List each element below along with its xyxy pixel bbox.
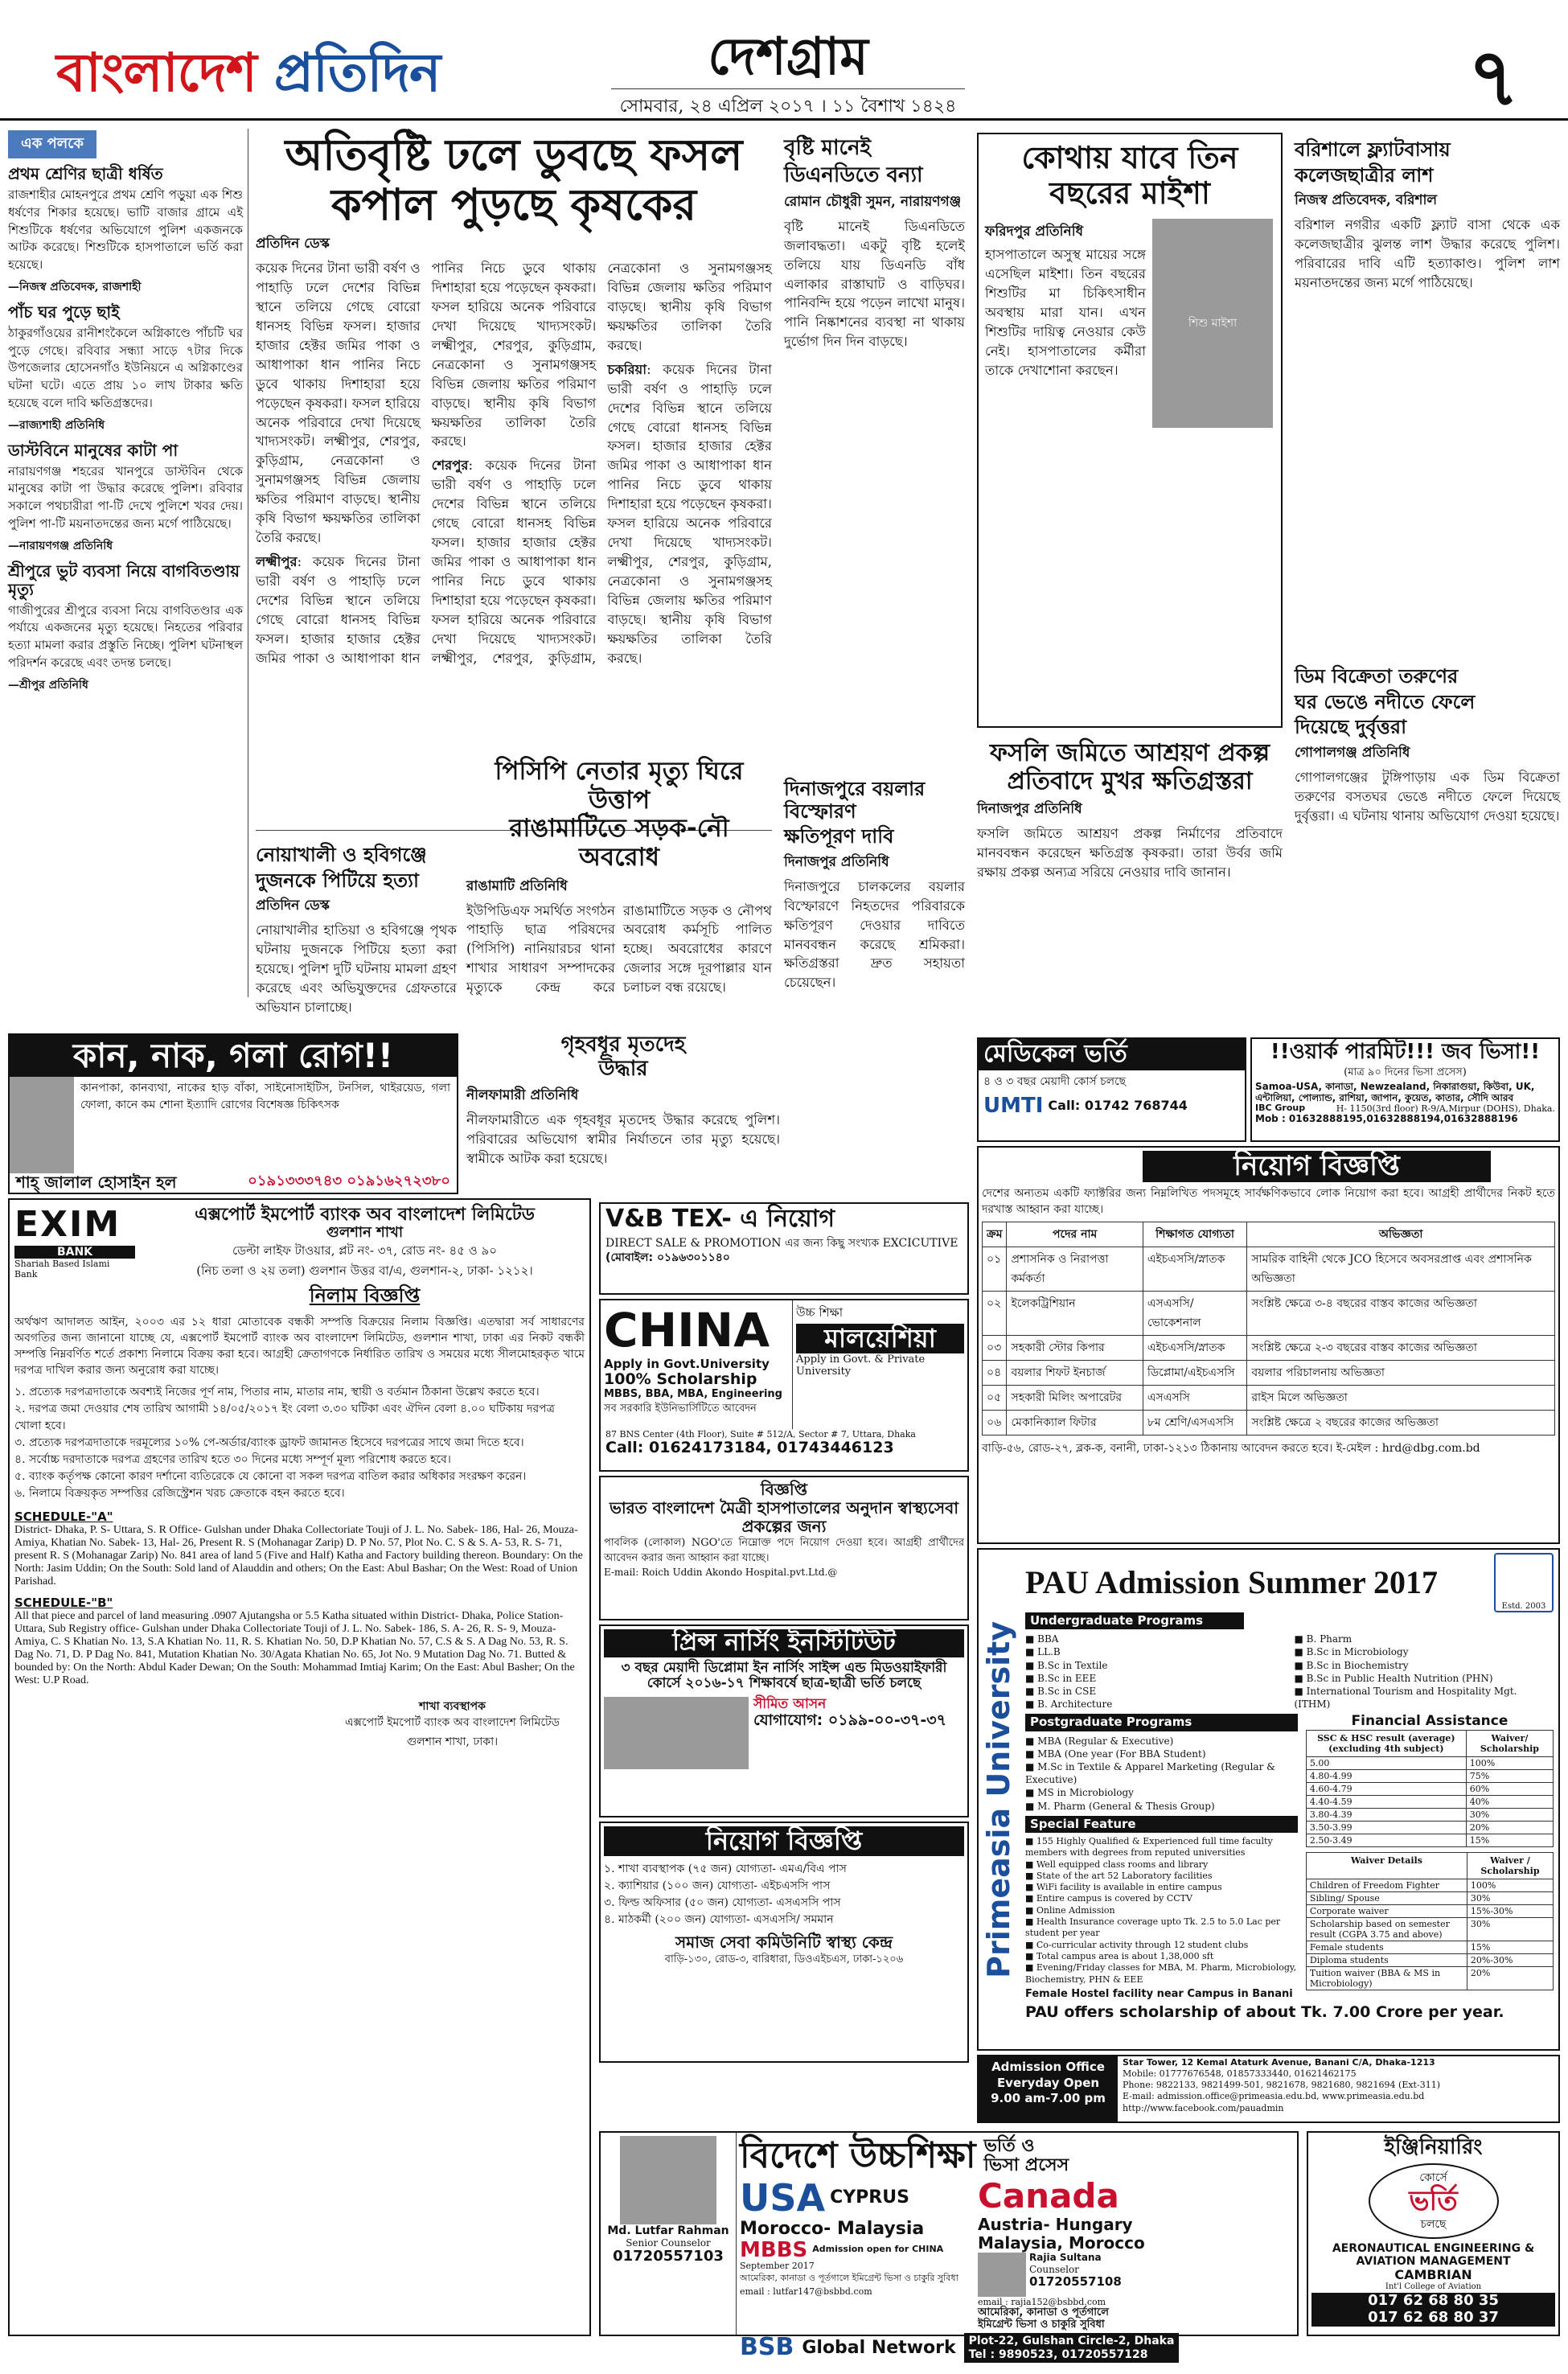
exim-term: ৪. সর্বোচ্চ দরদাতাকে দরপত্র গ্রহণের তারিখ হতে ৩০ দিনের মধ্যে সম্পূর্ণ মূল্য পরিশোধ করতে হবে। bbox=[14, 1452, 451, 1466]
barishal-byline: নিজস্ব প্রতিবেদক, বরিশাল bbox=[1295, 192, 1438, 209]
brief-item-title: পাঁচ ঘর পুড়ে ছাই bbox=[8, 302, 120, 322]
niyog2-cell: মেকানিক্যাল ফিটার bbox=[1007, 1410, 1143, 1435]
doctor-photo bbox=[10, 1077, 74, 1173]
barishal-article bbox=[1295, 133, 1560, 647]
masthead bbox=[0, 0, 1568, 125]
niyog1-item: ১. শাখা ব্যবস্থাপক (৭৫ জন) যোগ্যতা- এমএ/বিএ পাস bbox=[604, 1862, 847, 1875]
niyog2-ad bbox=[977, 1146, 1560, 1544]
grihobodhu-byline: নীলফামারী প্রতিনিধি bbox=[466, 1086, 579, 1103]
section-title: দেশগ্রাম bbox=[708, 27, 868, 87]
lead-body-4: কয়েক দিনের টানা ভারী বর্ষণ ও পাহাড়ি ঢলে দেশের বিভিন্ন স্থানে তলিয়ে গেছে বোরো ধানসহ বিভিন্ন ফসল। হাজার হাজার হেক্টর জমির পাকা ও আধাপাকা ধান পানির নিচে ডুবে থাকায় দিশাহারা হয়ে পড়েছেন কৃষকরা। ফসল হারিয়ে অনেক পরিবারে দেখা দিয়েছে খাদ্যসংকট। লক্ষ্মীপুর, শেরপুর, কুড়িগ্রাম, নেত্রকোনা ও সুনামগঞ্জসহ বিভিন্ন জেলায় ক্ষতির পরিমাণ বাড়ছে। স্থানীয় কৃষি বিভাগ ক্ষয়ক্ষতির তালিকা তৈরি করছে। bbox=[607, 361, 772, 666]
noakhali-byline: প্রতিদিন ডেস্ক bbox=[256, 897, 330, 914]
pau-list-item: ■ Total campus area is about 1,38,000 sft bbox=[1025, 1950, 1214, 1961]
exim-schedA: District- Dhaka, P. S- Uttara, S. R Office- Gulshan under Dhaka Collectoriate Touji of J. L. No. Sabek- 186, Hal- 26, Mouza- Amiya, Khatian No. Sabek- 13, Hal- 26, Present R. S (Mohanagar Zarip) D. P No. 57, Plot No. C. S & S. A- 53, R. S- 71, present R. S (Mohanagar Zarip) No. 841 area of land 5 (Five and Half) Katha and Factory building thereon. Boundary: On the North: Jasim Uddin; On the South: Sold land of Alauddin and others; On the East: Abul Bashar; On the West: Road of Union Parishad. bbox=[14, 1524, 583, 1588]
exim-addr2: (নিচ তলা ও ২য় তলা) গুলশান উত্তর বা/এ, গুলশান-২, ঢাকা- ১২১২। bbox=[196, 1263, 533, 1278]
brief-tag: এক পলকে bbox=[8, 130, 96, 158]
page-number: ৭ bbox=[1467, 30, 1520, 125]
dnd-article bbox=[784, 130, 965, 693]
pau-table-cell: 30% bbox=[1467, 1891, 1553, 1904]
pau-list-item: ■ B.Sc in Microbiology bbox=[1294, 1646, 1409, 1658]
pau-table-row bbox=[1306, 1953, 1553, 1966]
ent-phone: ০১৯১৩৩৩৭৪৩ ০১৯১৬২৭২৩৮০ bbox=[248, 1173, 450, 1190]
malay-title: মালয়েশিয়া bbox=[796, 1324, 964, 1353]
pau-list-item: ■ M.Sc in Textile & Apparel Marketing (Regular & Executive) bbox=[1025, 1761, 1275, 1786]
brief-item-body: রাজশাহীর মোহনপুরে প্রথম শ্রেণি পড়ুয়া এক শিশু ধর্ষণের শিকার হয়েছে। ভাটি বাজার গ্রামে এই শিশুটিকে ধর্ষণের অভিযোগে পুলিশ একজনকে আটক করেছে। শিশুটিকে হাসপাতালে ভর্তি করা হয়েছে। bbox=[8, 187, 243, 272]
noakhali-body: নোয়াখালীর হাতিয়া ও হবিগঞ্জে পৃথক ঘটনায় দুজনকে পিটিয়ে হত্যা করা হয়েছে। পুলিশ দুটি ঘটনায় মামলা গ্রহণ করেছে এবং অভিযুক্তদের গ্রেফতারে অভিযান চালাচ্ছে। bbox=[256, 922, 457, 1015]
ngo-email: E-mail: Roich Uddin Akondo Hospital.pvt.Ltd.@ bbox=[604, 1566, 838, 1578]
pau-table-cell: Diploma students bbox=[1306, 1953, 1467, 1966]
dim-article bbox=[1295, 659, 1560, 1029]
niyog2-cell: এইচএসসি/স্নাতক bbox=[1143, 1335, 1246, 1360]
pau-list-item: ■ BBA bbox=[1025, 1633, 1059, 1645]
pau-table-cell: Sibling/ Spouse bbox=[1306, 1891, 1467, 1904]
exim-auction: নিলাম বিজ্ঞপ্তি bbox=[309, 1284, 421, 1307]
china-call: Call: 01624173184, 01743446123 bbox=[605, 1439, 894, 1456]
med-inst: UMTI bbox=[983, 1093, 1044, 1118]
med-title: মেডিকেল ভর্তি bbox=[979, 1039, 1245, 1070]
niyog2-row bbox=[983, 1247, 1555, 1291]
brief-item-title: শ্রীপুরে ভুট ব্যবসা নিয়ে বাগবিতণ্ডায় মৃত্যু bbox=[8, 561, 240, 599]
brief-item-body: নারায়ণগঞ্জ শহরের খানপুরে ডাস্টবিন থেকে মানুষের কাটা পা উদ্ধার করেছে পুলিশ। রবিবার সকালে পথচারীরা পা-টি দেখে পুলিশে খবর দেয়। পুলিশ পা-টি ময়নাতদন্তের জন্য মর্গে পাঠিয়েছে। bbox=[8, 463, 243, 531]
eng-phone2: 017 62 68 80 37 bbox=[1311, 2310, 1555, 2327]
pau-table-cell: Scholarship based on semester result (CGPA 3.75 and above) bbox=[1306, 1917, 1467, 1941]
pau-table-cell: 15% bbox=[1467, 1941, 1553, 1953]
pau-table-row bbox=[1306, 1891, 1553, 1904]
pau-list-item: ■ B. Pharm bbox=[1294, 1633, 1353, 1645]
exim-addr: ডেল্টা লাইফ টাওয়ার, প্লট নং- ৩৭, রোড নং- ৪৫ ও ৯০ bbox=[232, 1242, 498, 1258]
lead-headline-2: কপাল পুড়ছে কৃষকের bbox=[330, 179, 697, 231]
pau-table-row bbox=[1306, 1756, 1553, 1769]
bsb-logo: BSB bbox=[740, 2333, 794, 2362]
exim-schedB: All that piece and parcel of land measuring .0907 Ajutangsha or 5.5 Katha situated within District- Dhaka, Police Station- Uttara, Sub Registry office- Gulshan under Dhaka Collectoriate Touji of J. L. No. Sabek- 186, S. A- 26, R. S- 9, Mouza- Amiya, C. S Khatian No. 13, S.A Khatian No. 11, R. S. Khatian No. 50, D.P Khatian No. 57, C.S & S. A Dag No. 53, R. S. Dag No. 71, D. P Dag No. 841, Mutation Khatian No. 30/Agata Khatian No. 65, Jot No. 9 Mutation Dag No. 71. Butted & bounded by: On the North: Abdul Kader Dewan; On the South: Mohammad Imtiaj Karim; On the East: Abul Basher; On the West: U.P Road. bbox=[14, 1610, 575, 1687]
lead-article: অতিবৃষ্টি ঢলে ডুবছে ফসল কপাল পুড়ছে কৃষকের প্রতিদিন ডেস্ক কয়েক দিনের টানা ভারী বর্ষণ ও পাহাড়ি ঢলে দেশের বিভিন্ন স্থানে তলিয়ে গেছে বোরো ধানসহ বিভিন্ন ফসল। হাজার হাজার হেক্টর জমির পাকা ও আধাপাকা ধান পানির নিচে ডুবে থাকায় দিশাহারা হয়ে পড়েছেন কৃষকরা। ফসল হারিয়ে অনেক পরিবারে দেখা দিয়েছে খাদ্যসংকট। লক্ষ্মীপুর, শেরপুর, কুড়িগ্রাম, নেত্রকোনা ও সুনামগঞ্জসহ বিভিন্ন জেলায় ক্ষতির পরিমাণ বাড়ছে। স্থানীয় কৃষি বিভাগ ক্ষয়ক্ষতির তালিকা তৈরি করছে। লক্ষ্মীপুর: কয়েক দিনের টানা ভারী বর্ষণ ও পাহাড়ি ঢলে দেশের বিভিন্ন স্থানে তলিয়ে গেছে বোরো ধানসহ বিভিন্ন ফসল। হাজার হাজার হেক্টর জমির পাকা ও আধাপাকা ধান পানির নিচে ডুবে থাকায় দিশাহারা হয়ে পড়েছেন কৃষকরা। ফসল হারিয়ে অনেক পরিবারে দেখা দিয়েছে খাদ্যসংকট। লক্ষ্মীপুর, শেরপুর, কুড়িগ্রাম, নেত্রকোনা ও সুনামগঞ্জসহ বিভিন্ন জেলায় ক্ষতির পরিমাণ বাড়ছে। স্থানীয় কৃষি বিভাগ ক্ষয়ক্ষতির তালিকা তৈরি করছে। শেরপুর: কয়েক দিনের টানা ভারী বর্ষণ ও পাহাড়ি ঢলে দেশের বিভিন্ন স্থানে তলিয়ে গেছে বোরো ধানসহ বিভিন্ন ফসল। হাজার হাজার হেক্টর জমির পাকা ও আধাপাকা ধান পানির নিচে ডুবে থাকায় দিশাহারা হয়ে পড়েছেন কৃষকরা। ফসল হারিয়ে অনেক পরিবারে দেখা দিয়েছে খাদ্যসংকট। লক্ষ্মীপুর, শেরপুর, কুড়িগ্রাম, নেত্রকোনা ও সুনামগঞ্জসহ বিভিন্ন জেলায় ক্ষতির পরিমাণ বাড়ছে। স্থানীয় কৃষি বিভাগ ক্ষয়ক্ষতির তালিকা তৈরি করছে। চকরিয়া: কয়েক দিনের টানা ভারী বর্ষণ ও পাহাড়ি ঢলে দেশের বিভিন্ন স্থানে তলিয়ে গেছে বোরো ধানসহ বিভিন্ন ফসল। হাজার হাজার হেক্টর জমির পাকা ও আধাপাকা ধান পানির নিচে ডুবে থাকায় দিশাহারা হয়ে পড়েছেন কৃষকরা। ফসল হারিয়ে অনেক পরিবারে দেখা দিয়েছে খাদ্যসংকট। লক্ষ্মীপুর, শেরপুর, কুড়িগ্রাম, নেত্রকোনা ও সুনামগঞ্জসহ বিভিন্ন জেলায় ক্ষতির পরিমাণ বাড়ছে। স্থানীয় কৃষি বিভাগ ক্ষয়ক্ষতির তালিকা তৈরি করছে। নোয়াখালী ও হবিগঞ্জে দুজনকে পিটিয়ে হত্যা প্রতিদিন ডেস্ক নোয়াখালীর হাতিয়া ও হবিগঞ্জে পৃথক ঘটনায় দুজনকে পিটিয়ে হত্যা করা হয়েছে। পুলিশ দুটি ঘটনায় মামলা গ্রহণ করেছে এবং অভিযুক্তদের গ্রেফতারে অভিযান চালাচ্ছে। পিসিপি নেতার মৃত্যু ঘিরে উত্তাপ রাঙামাটিতে সড়ক-নৌ অবরোধ রাঙামাটি প্রতিনিধি ইউপিডিএফ সমর্থিত সংগঠন পাহাড়ি ছাত্র পরিষদের (পিসিপি) নানিয়ারচর থানা শাখার সাধারণ সম্পাদকের মৃত্যুকে কেন্দ্র করে রাঙামাটিতে সড়ক ও নৌপথ অবরোধ কর্মসূচি পালিত হচ্ছে। অবরোধের কারণে জেলার সঙ্গে দূরপাল্লার যান চলাচল বন্ধ রয়েছে। bbox=[256, 130, 772, 1023]
pau-table-row bbox=[1306, 1769, 1553, 1782]
niyog2-cell: ০১ bbox=[983, 1247, 1007, 1291]
pau-table-cell: 4.80-4.99 bbox=[1306, 1769, 1466, 1782]
pau-list-item: ■ B.Sc in Public Health Nutrition (PHN) bbox=[1294, 1672, 1493, 1684]
malay-line: Apply in Govt. & Private University bbox=[796, 1353, 926, 1378]
pau-table-cell: Children of Freedom Fighter bbox=[1306, 1879, 1467, 1891]
exim-schedB-title: SCHEDULE-"B" bbox=[14, 1596, 113, 1611]
fosoli-body: ফসলি জমিতে আশ্রয়ণ প্রকল্প নির্মাণের প্রতিবাদে মানববন্ধন করেছেন ক্ষতিগ্রস্ত কৃষকরা। তারা উর্বর জমি রক্ষায় প্রকল্প অন্যত্র সরিয়ে নেওয়ার দাবি জানান। bbox=[977, 826, 1283, 880]
blast-byline: দিনাজপুর প্রতিনিধি bbox=[784, 853, 889, 870]
niyog2-cell: সংশ্লিষ্ট ক্ষেত্রে ২ বছরের কাজের অভিজ্ঞতা bbox=[1247, 1410, 1555, 1435]
exim-term: ২. দরপত্র জমা দেওয়ার শেষ তারিখ আগামী ১৪/০৫/২০১৭ ইং বেলা ৩.৩০ ঘটিকা এবং ঐদিন বেলা ৪.০০ ঘটিকায় দরপত্র খোলা হবে। bbox=[14, 1402, 555, 1432]
niyog2-title: নিয়োগ বিজ্ঞপ্তি bbox=[1143, 1151, 1491, 1182]
china-note: সব সরকারি ইউনিভার্সিটিতে আবেদন bbox=[604, 1402, 757, 1415]
pau-list-item: ■ 155 Highly Qualified & Experienced full time faculty members with degrees from reputed universities bbox=[1025, 1836, 1273, 1859]
dnd-body: বৃষ্টি মানেই ডিএনডিতে জলাবদ্ধতা। একটু বৃষ্টি হলেই তলিয়ে যায় ডিএনডি বাঁধ এলাকার রাস্তাঘাট ও বাড়িঘর। পানিবন্দি হয়ে পড়েন লাখো মানুষ। পানি নিষ্কাশনের ব্যবস্থা না থাকায় দুর্ভোগ দিন দিন বাড়ছে। bbox=[784, 218, 965, 350]
pau-table-cell: 5.00 bbox=[1306, 1756, 1466, 1769]
pau-table-cell: 20% bbox=[1466, 1821, 1553, 1834]
china-addr: 87 BNS Center (4th Floor), Suite # 512/A, Sector # 7, Uttara, Dhaka bbox=[605, 1429, 916, 1440]
exim-sig1: শাখা ব্যবস্থাপক bbox=[419, 1700, 486, 1714]
china-title: CHINA bbox=[604, 1303, 770, 1357]
work-title: !!ওয়ার্ক পারমিট!!! জব ভিসা!! bbox=[1270, 1040, 1541, 1064]
pau-list-item: ■ B.Sc in Biochemistry bbox=[1294, 1659, 1409, 1671]
niyog2-cell: বয়লার শিফট ইনচার্জ bbox=[1007, 1360, 1143, 1385]
vb-ad bbox=[599, 1202, 969, 1295]
prince-note: সীমিত আসন bbox=[753, 1695, 827, 1712]
brief-column bbox=[8, 130, 243, 999]
pau-list-item: ■ MS in Microbiology bbox=[1025, 1787, 1134, 1799]
pau-table-cell: Tuition waiver (BBA & MS in Microbiology) bbox=[1306, 1966, 1467, 1990]
dnd-byline: রোমান চৌধুরী সুমন, নারায়ণগঞ্জ bbox=[784, 193, 962, 210]
niyog2-header: পদের নাম bbox=[1007, 1222, 1143, 1247]
niyog2-row bbox=[983, 1360, 1555, 1385]
fosoli-headline-1: ফসলি জমিতে আশ্রয়ণ প্রকল্প bbox=[989, 739, 1270, 767]
niyog2-cell: ০২ bbox=[983, 1291, 1007, 1335]
pau-table-row bbox=[1306, 1879, 1553, 1891]
pau-table-cell: 20%-30% bbox=[1467, 1953, 1553, 1966]
maisha-body: হাসপাতালে অসুস্থ মায়ের সঙ্গে এসেছিল মাইশা। তিন বছরের শিশুটির মা চিকিৎসাধীন অবস্থায় মারা যান। এখন শিশুটির দায়িত্ব নেওয়ার কেউ নেই। হাসপাতালের কর্মীরা তাকে দেখাশোনা করছেন। bbox=[985, 247, 1146, 378]
pau-crest-icon: Estd. 2003 bbox=[1494, 1553, 1554, 1612]
exim-term: ৩. প্রত্যেক দরপত্রদাতাকে দরমূল্যের ১০% পে-অর্ডার/ব্যাংক ড্রাফট জামানত হিসেবে দরপত্রের সাথে জমা দিতে হবে। bbox=[14, 1435, 524, 1449]
blast-headline-1: দিনাজপুরে বয়লার বিস্ফোরণ bbox=[784, 778, 926, 823]
pau-table-cell: 75% bbox=[1466, 1769, 1553, 1782]
niyog2-cell: সহকারী স্টোর কিপার bbox=[1007, 1335, 1143, 1360]
china-sub3: MBBS, BBA, MBA, Engineering bbox=[604, 1387, 782, 1400]
niyog2-footer: বাড়ি-৫৬, রোড-২৭, ব্লক-ক, বনানী, ঢাকা-১২১৩ ঠিকানায় আবেদন করতে হবে। ই-মেইল : hrd@dbg.com.bd bbox=[982, 1441, 1480, 1455]
malay-sub: উচ্চ শিক্ষা bbox=[796, 1305, 844, 1320]
noakhali-headline-1: নোয়াখালী ও হবিগঞ্জে bbox=[256, 844, 427, 866]
ent-doctor: শাহ্ জালাল হোসাইন হল bbox=[16, 1173, 177, 1193]
brief-item-byline: —নিজস্ব প্রতিবেদক, রাজশাহী bbox=[8, 280, 142, 294]
niyog1-addr: বাড়ি-১৩০, রোড-৩, বারিধারা, ডিওএইচএস, ঢাকা-১২০৬ bbox=[664, 1953, 904, 1965]
bsb-title: বিদেশে উচ্চশিক্ষা bbox=[740, 2135, 976, 2176]
lead-body-2: কয়েক দিনের টানা ভারী বর্ষণ ও পাহাড়ি ঢলে দেশের বিভিন্ন স্থানে তলিয়ে গেছে বোরো ধানসহ বিভিন্ন ফসল। হাজার হাজার হেক্টর জমির পাকা ও আধাপাকা ধান পানির নিচে ডুবে থাকায় দিশাহারা হয়ে পড়েছেন কৃষকরা। ফসল হারিয়ে অনেক পরিবারে দেখা দিয়েছে খাদ্যসংকট। লক্ষ্মীপুর, শেরপুর, কুড়িগ্রাম, নেত্রকোনা ও সুনামগঞ্জসহ বিভিন্ন জেলায় ক্ষতির পরিমাণ বাড়ছে। স্থানীয় কৃষি বিভাগ ক্ষয়ক্ষতির তালিকা তৈরি করছে। bbox=[256, 261, 597, 666]
ngo-sub: বিজ্ঞপ্তি bbox=[760, 1480, 808, 1499]
child-photo: শিশু মাইশা bbox=[1152, 219, 1273, 428]
grihobodhu-article bbox=[466, 1033, 780, 1194]
ent-ad bbox=[8, 1033, 458, 1194]
pau-table-cell: 4.40-4.59 bbox=[1306, 1795, 1466, 1808]
ngo-title: ভারত বাংলাদেশ মৈত্রী হাসপাতালের অনুদান স্বাস্থ্যসেবা প্রকল্পের জন্য bbox=[609, 1498, 959, 1536]
exim-logo: EXIM BANK Shariah Based Islami Bank bbox=[14, 1205, 135, 1279]
pau-table-cell: Female students bbox=[1306, 1941, 1467, 1953]
lead-sub-2: শেরপুর bbox=[431, 458, 469, 474]
pau-table-row bbox=[1306, 1904, 1553, 1917]
noakhali-article bbox=[256, 838, 457, 1023]
bsb-ad: Md. Lutfar Rahman Senior Counselor 01720557103 বিদেশে উচ্চশিক্ষা ভর্তি ও ভিসা প্রসেস USA CYPRUS Morocco- Malaysia MBBS Admission open for CHINA September 2017 আমেরিকা, কানাডা ও পূর্তগালে ইমিগ্রেন্ট ভিসা ও চাকুরি সুবিধা email : lutfar147@bsbbd.com Canada Austria- Hungary Malaysia, Morocco Rajia Sultana Counselor 01720557108 email : rajia152@bsbbd.com আমেরিকা, কানাডা ও পূর্তগালে ইমিগ্রেন্ট ভিসা ও চাকুরি সুবিধা BSB Global Network Plot-22, Gulshan Circle-2, Dhaka Tel : 9890523, 01720557128 bbox=[599, 2131, 1299, 2336]
dim-headline-2: ঘর ভেঙে নদীতে ফেলে bbox=[1295, 690, 1476, 713]
exim-name: এক্সপোর্ট ইমপোর্ট ব্যাংক অব বাংলাদেশ লিমিটেড bbox=[195, 1205, 535, 1225]
pau-table-cell: 15% bbox=[1466, 1834, 1553, 1846]
pcp-headline-2: রাঙামাটিতে সড়ক-নৌ অবরোধ bbox=[509, 814, 729, 872]
pau-list-item: ■ LL.B bbox=[1025, 1646, 1061, 1658]
exim-branch: গুলশান শাখা bbox=[326, 1224, 404, 1242]
counselor2-photo bbox=[978, 2253, 1026, 2297]
brief-item-body: গাজীপুরের শ্রীপুরে ব্যবসা নিয়ে বাগবিতণ্ডার এক পর্যায়ে একজনের মৃত্যু হয়েছে। নিহতের পরিবার হত্যা মামলা করার প্রস্তুতি নিচ্ছে। পুলিশ ঘটনাস্থল পরিদর্শন করেছে এবং তদন্ত চলছে। bbox=[8, 602, 243, 670]
niyog2-cell: ৮ম শ্রেণি/এসএসসি bbox=[1143, 1410, 1246, 1435]
med-sub: ৪ ও ৩ বছর মেয়াদী কোর্স চলছে bbox=[983, 1074, 1127, 1088]
brief-item-byline: —নারায়ণগঞ্জ প্রতিনিধি bbox=[8, 539, 113, 552]
eng-field: AERONAUTICAL ENGINEERING & AVIATION MANAGEMENT bbox=[1332, 2241, 1535, 2268]
pau-table-row bbox=[1306, 1821, 1553, 1834]
med-ad bbox=[977, 1037, 1246, 1142]
pau-list-item: ■ B.Sc in Textile bbox=[1025, 1659, 1108, 1671]
pau-list-item: ■ MBA (One year (For BBA Student) bbox=[1025, 1748, 1206, 1760]
blast-body: দিনাজপুরে চালকলের বয়লার বিস্ফোরণে নিহতদের পরিবারকে ক্ষতিপূরণ দেওয়ার দাবিতে মানববন্ধন করেছে শ্রমিকরা। ক্ষতিগ্রস্তরা দ্রুত সহায়তা চেয়েছেন। bbox=[784, 878, 965, 991]
maisha-headline-1: কোথায় যাবে তিন bbox=[1021, 140, 1238, 175]
ngo-body: পাবলিক (লোকাল) NGO'তে নিম্নোক্ত পদে নিয়োগ দেওয়া হবে। আগ্রহী প্রার্থীদের আবেদন করার জন্য আহ্বান করা যাচ্ছে। bbox=[604, 1537, 964, 1564]
niyog2-cell: ০৫ bbox=[983, 1385, 1007, 1410]
dim-headline-3: দিয়েছে দুর্বৃত্তরা bbox=[1295, 716, 1407, 739]
pau-list-item: ■ Evening/Friday classes for MBA, M. Pharm, Microbiology, Biochemistry, PHN & EEE bbox=[1025, 1962, 1297, 1985]
ent-lines: কানপাকা, কানব্যথা, নাকের হাড় বাঁকা, সাইনোসাইটিস, টনসিল, থাইরয়েড, গলা ফোলা, কানে কম শোনা ইত্যাদি রোগের বিশেষজ্ঞ চিকিৎসক bbox=[80, 1082, 450, 1111]
prince-title: প্রিন্স নার্সিং ইনস্টিটিউট bbox=[604, 1629, 964, 1657]
ent-title: কান, নাক, গলা রোগ!! bbox=[10, 1035, 457, 1077]
niyog2-row bbox=[983, 1385, 1555, 1410]
eng-inst: CAMBRIAN bbox=[1394, 2267, 1472, 2283]
niyog1-title: নিয়োগ বিজ্ঞপ্তি bbox=[604, 1826, 964, 1856]
nurse-photo bbox=[604, 1697, 749, 1769]
niyog2-intro: দেশের অন্যতম একটি ফ্যাক্টরির জন্য নিম্নলিখিত পদসমূহে সার্বক্ষণিকভাবে লোক নিয়োগ করা হবে। আগ্রহী প্রার্থীদের নিকট হতে দরখাস্ত আহ্বান করা যাচ্ছে। bbox=[982, 1187, 1555, 1217]
fosoli-article bbox=[977, 740, 1283, 1025]
niyog1-item: ২. ক্যাশিয়ার (১০০ জন) যোগ্যতা- এইচএসসি পাস bbox=[604, 1879, 831, 1892]
dnd-headline-1: বৃষ্টি মানেই bbox=[784, 136, 872, 160]
pau-list-item: ■ WiFi facility is available in entire campus bbox=[1025, 1882, 1222, 1893]
exim-term: ১. প্রত্যেক দরপত্রদাতাকে অবশ্যই নিজের পূর্ণ নাম, পিতার নাম, মাতার নাম, স্থায়ী ও বর্তমান ঠিকানা উল্লেখ করতে হবে। bbox=[14, 1385, 540, 1399]
lead-sub-3: চকরিয়া bbox=[607, 361, 647, 377]
pau-list-item: ■ M. Pharm (General & Thesis Group) bbox=[1025, 1800, 1215, 1812]
fosoli-headline-2: প্রতিবাদে মুখর ক্ষতিগ্রস্তরা bbox=[1007, 766, 1253, 795]
grihobodhu-body: নীলফামারীতে এক গৃহবধূর মৃতদেহ উদ্ধার করেছে পুলিশ। পরিবারের অভিযোগ স্বামীর নির্যাতনে তার মৃত্যু হয়েছে। স্বামীকে আটক করা হয়েছে। bbox=[466, 1111, 780, 1166]
pau-table-row bbox=[1306, 1834, 1553, 1846]
pau-table-row bbox=[1306, 1782, 1553, 1795]
pau-table-cell: 15%-30% bbox=[1467, 1904, 1553, 1917]
niyog2-cell: ০৩ bbox=[983, 1335, 1007, 1360]
pau-table-row bbox=[1306, 1795, 1553, 1808]
blast-headline-2: ক্ষতিপূরণ দাবি bbox=[784, 825, 894, 848]
brief-item-title: প্রথম শ্রেণির ছাত্রী ধর্ষিত bbox=[8, 164, 163, 183]
pau-table-cell: 4.60-4.79 bbox=[1306, 1782, 1466, 1795]
niyog2-cell: এইচএসসি/স্নাতক bbox=[1143, 1247, 1246, 1291]
dim-byline: গোপালগঞ্জ প্রতিনিধি bbox=[1295, 744, 1410, 761]
pau-hostel: Female Hostel facility near Campus in Banani bbox=[1025, 1987, 1293, 2000]
pau-list-item: ■ MBA (Regular & Executive) bbox=[1025, 1735, 1174, 1747]
maisha-headline-2: বছরের মাইশা bbox=[1049, 175, 1210, 211]
work-addr: H- 1150(3rd floor) R-9/A,Mirpur (DOHS), Dhaka. bbox=[1336, 1103, 1555, 1115]
niyog1-org: সমাজ সেবা কমিউনিটি স্বাস্থ্য কেন্দ্র bbox=[675, 1932, 893, 1952]
work-company: IBC Group bbox=[1255, 1103, 1306, 1114]
eng-title: ইঞ্জিনিয়ারিং bbox=[1384, 2135, 1483, 2159]
niyog2-cell: সংশ্লিষ্ট ক্ষেত্রে ৩-৪ বছরের বাস্তব কাজের অভিজ্ঞতা bbox=[1247, 1291, 1555, 1335]
exim-schedA-title: SCHEDULE-"A" bbox=[14, 1509, 113, 1524]
pcp-article bbox=[466, 758, 772, 1023]
pau-list-item: ■ B.Sc in EEE bbox=[1025, 1672, 1097, 1684]
lead-headline-1: অতিবৃষ্টি ঢলে ডুবছে ফসল bbox=[285, 129, 743, 180]
pau-table-cell: 20% bbox=[1467, 1966, 1553, 1990]
niyog2-row bbox=[983, 1291, 1555, 1335]
lead-body-3: কয়েক দিনের টানা ভারী বর্ষণ ও পাহাড়ি ঢলে দেশের বিভিন্ন স্থানে তলিয়ে গেছে বোরো ধানসহ বিভিন্ন ফসল। হাজার হাজার হেক্টর জমির পাকা ও আধাপাকা ধান পানির নিচে ডুবে থাকায় দিশাহারা হয়ে পড়েছেন কৃষকরা। ফসল হারিয়ে অনেক পরিবারে দেখা দিয়েছে খাদ্যসংকট। লক্ষ্মীপুর, শেরপুর, কুড়িগ্রাম, নেত্রকোনা ও সুনামগঞ্জসহ বিভিন্ন জেলায় ক্ষতির পরিমাণ বাড়ছে। স্থানীয় কৃষি বিভাগ ক্ষয়ক্ষতির তালিকা তৈরি করছে। bbox=[431, 261, 772, 666]
pau-list-item: ■ Well equipped class rooms and library bbox=[1025, 1859, 1209, 1870]
lead-byline: প্রতিদিন ডেস্ক bbox=[256, 236, 330, 253]
maisha-article bbox=[977, 133, 1283, 728]
pau-ad: Primeasia University PAU Admission Summer 2017 Estd. 2003 Undergraduate Programs ■ BBA ■ LL.B ■ B.Sc in Textile ■ B.Sc in EEE ■ B.Sc in CSE ■ B. Architecture ■ B. Pharm ■ B.Sc in Microbiology ■ B.Sc in Biochemistry ■ B.Sc in Public Health Nutrition (PHN) ■ International Tourism and Hospitality Mgt. (ITHM) Postgraduate Programs ■ MBA (Regular & Executive) ■ MBA (One year (For BBA Student) ■ M.Sc in Textile & Apparel Marketing (Regular & Executive) ■ MS in Microbiology ■ M. Pharm (General & Thesis Group) Special Feature ■ 155 Highly Qualified & Experienced full time faculty members with degrees from reputed universities ■ Well equipped class rooms and library ■ State of the art 52 Laboratory facilities ■ WiFi facility is available in entire campus ■ Entire campus is covered by CCTV ■ Online Admission ■ Health Insurance coverage upto Tk. 2.5 to 5.0 Lac per student per year ■ Co-curricular activity through 12 student clubs ■ Total campus area is about 1,38,000 sft ■ Evening/Friday classes for MBA, M. Pharm, Microbiology, Biochemistry, PHN & EEE Female Hostel facility near Campus in Banani Financial Assistance SSC & HSC result (average) (excluding 4th subject) Waiver/ Scholarship 5.00 100% 4.80-4.99 75% 4.60-4.79 60% 4.40-4.59 40% 3.80-4.39 30% 3.50-3.99 20% 2.50-3.49 15% Waiver Details Waiver / Scholarship Children of Freedom Fighter 100% Sibling/ Spouse 30% Corporate waiver 15%-30% Scholarship based on semester result (CGPA 3.75 and above) 30% Female students 15% Diploma students 20%-30% Tuition waiver (BBA & MS in Microbiology) 20% PAU offers scholarship of about Tk. 7.00 Crore per year. bbox=[977, 1548, 1560, 2051]
niyog2-row bbox=[983, 1335, 1555, 1360]
pau-list-item: ■ International Tourism and Hospitality Mgt. (ITHM) bbox=[1294, 1686, 1517, 1711]
pau-list-item: ■ Co-curricular activity through 12 student clubs bbox=[1025, 1939, 1249, 1950]
pau-table-row bbox=[1306, 1808, 1553, 1821]
work-sub: (মাত্র ৯০ দিনের ভিসা প্রসেস) bbox=[1344, 1066, 1467, 1078]
pau-ug: Undergraduate Programs bbox=[1025, 1612, 1244, 1629]
brief-item-title: ডাস্টবিনে মানুষের কাটা পা bbox=[8, 440, 179, 460]
ngo-ad bbox=[599, 1476, 969, 1620]
grihobodhu-headline-2: উদ্ধার bbox=[598, 1056, 648, 1081]
niyog1-item: ৪. মাঠকর্মী (২০০ জন) যোগ্যতা- এসএসসি/ সমমান bbox=[604, 1912, 834, 1926]
prince-contact: যোগাযোগ: ০১৯৯-০০-৩৭-৩৭ bbox=[753, 1711, 947, 1730]
med-phone: Call: 01742 768744 bbox=[1048, 1098, 1188, 1114]
pau-list-item: ■ Online Admission bbox=[1025, 1904, 1115, 1916]
niyog1-ad bbox=[599, 1822, 969, 2063]
counselor1-photo bbox=[620, 2136, 716, 2224]
fosoli-byline: দিনাজপুর প্রতিনিধি bbox=[977, 801, 1082, 817]
pau-table-cell: 3.80-4.39 bbox=[1306, 1808, 1466, 1821]
niyog2-cell: সহকারী মিলিং অপারেটর bbox=[1007, 1385, 1143, 1410]
brief-item-byline: —শ্রীপুর প্রতিনিধি bbox=[8, 678, 88, 692]
pau-title: PAU Admission Summer 2017 bbox=[1025, 1564, 1439, 1600]
prince-body: ৩ বছর মেয়াদী ডিপ্লোমা ইন নার্সিং সাইন্স এন্ড মিডওয়াইফারী কোর্সে ২০১৬-১৭ শিক্ষাবর্ষে ছাত্র-ছাত্রী ভর্তি চলছে bbox=[621, 1659, 947, 1692]
pau-table-cell: 40% bbox=[1466, 1795, 1553, 1808]
niyog2-header: ক্রম bbox=[983, 1222, 1007, 1247]
brief-item-byline: —রাজ্যশাহী প্রতিনিধি bbox=[8, 418, 105, 432]
vb-phone: (মোবাইল: ০১৯৬৩০১১৪০ bbox=[605, 1251, 730, 1264]
niyog2-table bbox=[982, 1222, 1555, 1435]
niyog2-cell: ডিপ্লোমা/এইচএসসি bbox=[1143, 1360, 1246, 1385]
dim-body: গোপালগঞ্জের টুঙ্গিপাড়ায় এক ডিম বিক্রেতা তরুণের বসতঘর ভেঙে নদীতে ফেলে দিয়েছে দুর্বৃত্তরা। এ ঘটনায় থানায় অভিযোগ দেওয়া হয়েছে। bbox=[1295, 769, 1560, 824]
maisha-byline: ফরিদপুর প্রতিনিধি bbox=[985, 224, 1084, 240]
eng-phone1: 017 62 68 80 35 bbox=[1311, 2293, 1555, 2310]
niyog2-cell: প্রশাসনিক ও নিরাপত্তা কর্মকর্তা bbox=[1007, 1247, 1143, 1291]
barishal-headline-2: কলেজছাত্রীর লাশ bbox=[1295, 163, 1434, 187]
prince-ad bbox=[599, 1624, 969, 1817]
pau-table-cell: 100% bbox=[1466, 1756, 1553, 1769]
eng-ad: ইঞ্জিনিয়ারিং কোর্সে ভর্তি চলছে AERONAUTICAL ENGINEERING & AVIATION MANAGEMENT CAMBRIAN Int'l College of Aviation 017 62 68 80 35 017 62 68 80 37 bbox=[1307, 2131, 1560, 2336]
pau-list-item: ■ B. Architecture bbox=[1025, 1698, 1113, 1711]
dateline: সোমবার, ২৪ এপ্রিল ২০১৭ । ১১ বৈশাখ ১৪২৪ bbox=[611, 88, 965, 122]
work-mob: Mob : 01632888195,01632888194,01632888196 bbox=[1255, 1113, 1518, 1125]
pcp-body: ইউপিডিএফ সমর্থিত সংগঠন পাহাড়ি ছাত্র পরিষদের (পিসিপি) নানিয়ারচর থানা শাখার সাধারণ সম্পাদকের মৃত্যুকে কেন্দ্র করে রাঙামাটিতে সড়ক ও নৌপথ অবরোধ কর্মসূচি পালিত হচ্ছে। অবরোধের কারণে জেলার সঙ্গে দূরপাল্লার যান চলাচল বন্ধ রয়েছে। bbox=[466, 902, 772, 996]
niyog2-cell: ০৬ bbox=[983, 1410, 1007, 1435]
lead-body: কয়েক দিনের টানা ভারী বর্ষণ ও পাহাড়ি ঢলে দেশের বিভিন্ন স্থানে তলিয়ে গেছে বোরো ধানসহ বিভিন্ন ফসল। হাজার হাজার হেক্টর জমির পাকা ও আধাপাকা ধান পানির নিচে ডুবে থাকায় দিশাহারা হয়ে পড়েছেন কৃষকরা। ফসল হারিয়ে অনেক পরিবারে দেখা দিয়েছে খাদ্যসংকট। লক্ষ্মীপুর, শেরপুর, কুড়িগ্রাম, নেত্রকোনা ও সুনামগঞ্জসহ বিভিন্ন জেলায় ক্ষতির পরিমাণ বাড়ছে। স্থানীয় কৃষি বিভাগ ক্ষয়ক্ষতির তালিকা তৈরি করছে। bbox=[256, 261, 421, 546]
exim-term: ৬. নিলামে বিক্রয়কৃত সম্পত্তির রেজিস্ট্রেশন খরচ ক্রেতাকে বহন করতে হবে। bbox=[14, 1486, 345, 1500]
pau-fa: Financial Assistance bbox=[1351, 1713, 1508, 1730]
exim-body: অর্থঋণ আদালত আইন, ২০০৩ এর ১২ ধারা মোতাবেক বন্ধকী সম্পত্তি বিক্রয়ের নিলাম বিজ্ঞপ্তি। এতদ্বারা সর্ব সাধারণের অবগতির জন্য জানানো যাচ্ছে যে, এক্সপোর্ট ইমপোর্ট ব্যাংক অব বাংলাদেশ লিমিটেড, গুলশান শাখা, ঢাকা এর নিকট বন্ধকী সম্পত্তি নিম্নবর্ণিত শর্তে প্রকাশ্য নিলামে বিক্রয় করা হবে। আগ্রহী ক্রেতাগণকে নির্ধারিত তারিখ ও সময়ের মধ্যে সীলমোহরকৃত খামে দরপত্র দাখিল করার জন্য অনুরোধ করা যাচ্ছে। bbox=[14, 1315, 585, 1378]
pau-vertical: Primeasia University bbox=[981, 1620, 1017, 1978]
vb-title: V&B TEX- এ নিয়োগ bbox=[605, 1205, 835, 1233]
niyog1-item: ৩. ফিল্ড অফিসার (৫০ জন) যোগ্যতা- এসএসসি পাস bbox=[604, 1896, 841, 1909]
niyog2-row bbox=[983, 1410, 1555, 1435]
pau-sf: Special Feature bbox=[1025, 1816, 1298, 1833]
pau-table-cell: 30% bbox=[1466, 1808, 1553, 1821]
china-ad bbox=[599, 1299, 969, 1472]
brief-item-body: ঠাকুরগাঁওয়ের রানীশংকৈলে অগ্নিকাণ্ডে পাঁচটি ঘর পুড়ে গেছে। রবিবার সন্ধ্যা সাড়ে ৭টার দিকে উপজেলার হোসেনগাঁও ইউনিয়নে এ অগ্নিকাণ্ডের ঘটনা ঘটে। এতে প্রায় ১০ লাখ টাকার ক্ষতি হয়েছে বলে দাবি ক্ষতিগ্রস্তদের। bbox=[8, 325, 243, 410]
work-ad bbox=[1250, 1037, 1560, 1142]
lead-sub-1: লক্ষ্মীপুর bbox=[256, 554, 298, 570]
pau-table-cell: 60% bbox=[1466, 1782, 1553, 1795]
niyog2-cell: ০৪ bbox=[983, 1360, 1007, 1385]
pau-list-item: ■ State of the art 52 Laboratory facilities bbox=[1025, 1870, 1213, 1881]
pau-table-cell: Corporate waiver bbox=[1306, 1904, 1467, 1917]
dim-headline-1: ডিম বিক্রেতা তরুণের bbox=[1295, 665, 1459, 688]
pau-table-row bbox=[1306, 1917, 1553, 1941]
pau-list-item: ■ B.Sc in CSE bbox=[1025, 1686, 1097, 1697]
exim-sig2: এক্সপোর্ট ইমপোর্ট ব্যাংক অব বাংলাদেশ লিমিটেড bbox=[345, 1716, 560, 1730]
pau-table-row bbox=[1306, 1941, 1553, 1953]
barishal-headline-1: বরিশালে ফ্ল্যাটবাসায় bbox=[1295, 138, 1451, 161]
dnd-headline-2: ডিএনডিতে বন্যা bbox=[784, 162, 923, 187]
pau-table-cell: 3.50-3.99 bbox=[1306, 1821, 1466, 1834]
china-sub: Apply in Govt.University bbox=[604, 1356, 770, 1371]
niyog2-cell: এসএসসি bbox=[1143, 1385, 1246, 1410]
exim-term: ৫. ব্যাংক কর্তৃপক্ষ কোনো কারণ দর্শানো ব্যতিরেকে যে কোনো বা সকল দরপত্র বাতিল করার অধিকার সংরক্ষণ করেন। bbox=[14, 1469, 527, 1483]
niyog2-header: শিক্ষাগত যোগ্যতা bbox=[1143, 1222, 1246, 1247]
niyog2-cell: সংশ্লিষ্ট ক্ষেত্রে ২-৩ বছরের বাস্তব কাজের অভিজ্ঞতা bbox=[1247, 1335, 1555, 1360]
blast-article bbox=[784, 772, 965, 1021]
niyog2-cell: রাইস মিলে অভিজ্ঞতা bbox=[1247, 1385, 1555, 1410]
pau-list-item: ■ Health Insurance coverage upto Tk. 2.5 to 5.0 Lac per student per year bbox=[1025, 1916, 1281, 1939]
pau-table-cell: 100% bbox=[1467, 1879, 1553, 1891]
barishal-body: বরিশাল নগরীর একটি ফ্ল্যাট বাসা থেকে এক কলেজছাত্রীর ঝুলন্ত লাশ উদ্ধার করেছে পুলিশ। পরিবারের দাবি এটি হত্যাকাণ্ড। পুলিশ লাশ ময়নাতদন্তের জন্য মর্গে পাঠিয়েছে। bbox=[1295, 217, 1560, 290]
pau-pg: Postgraduate Programs bbox=[1025, 1714, 1298, 1731]
niyog2-cell: ইলেকট্রিশিয়ান bbox=[1007, 1291, 1143, 1335]
niyog2-header: অভিজ্ঞতা bbox=[1247, 1222, 1555, 1247]
pau-scholar: PAU offers scholarship of about Tk. 7.00 Crore per year. bbox=[1025, 2002, 1504, 2021]
pau-table-cell: 30% bbox=[1467, 1917, 1553, 1941]
pau-table-cell: 2.50-3.49 bbox=[1306, 1834, 1466, 1846]
vb-line: DIRECT SALE & PROMOTION এর জন্য কিছু সংখ্যক EXCICUTIVE bbox=[605, 1236, 958, 1250]
newspaper-logo: বাংলাদেশ প্রতিদিন bbox=[56, 42, 441, 104]
grihobodhu-headline-1: গৃহবধূর মৃতদেহ bbox=[560, 1033, 686, 1057]
niyog2-cell: সামরিক বাহিনী থেকে JCO হিসেবে অবসরপ্রাপ্ত এবং প্রশাসনিক অভিজ্ঞতা bbox=[1247, 1247, 1555, 1291]
exim-notice bbox=[8, 1198, 591, 2336]
exim-sig3: গুলশান শাখা, ঢাকা। bbox=[406, 1735, 499, 1749]
niyog2-cell: বয়লার পরিচালনায় অভিজ্ঞতা bbox=[1247, 1360, 1555, 1385]
pau-list-item: ■ Entire campus is covered by CCTV bbox=[1025, 1893, 1192, 1904]
china-sub2: 100% Scholarship bbox=[604, 1370, 757, 1388]
niyog2-cell: এসএসসি/ভোকেশনাল bbox=[1143, 1291, 1246, 1335]
pcp-headline-1: পিসিপি নেতার মৃত্যু ঘিরে উত্তাপ bbox=[495, 757, 744, 815]
pcp-byline: রাঙামাটি প্রতিনিধি bbox=[466, 877, 568, 894]
pau-contact: Admission Office Everyday Open 9.00 am-7.00 pm Star Tower, 12 Kemal Ataturk Avenue, Banani C/A, Dhaka-1213 Mobile: 01777676548, 01857333440, 01621462175 Phone: 9822133, 9821499-501, 9821678, 9821680, 9821694 (Ext-311) E-mail: admission.office@primeasia.edu.bd, www.primeasia.edu.bd http://www.facebook.com/pauadmin bbox=[977, 2055, 1560, 2123]
noakhali-headline-2: দুজনকে পিটিয়ে হত্যা bbox=[256, 869, 419, 892]
pau-table-row bbox=[1306, 1966, 1553, 1990]
work-countries: Samoa-USA, কানাডা, Newzealand, নিকারাগুয়া, কিউবা, UK, এন্টালিয়া, পোল্যান্ড, রাশিয়া, জাপান, কুয়েত, কাতার, সৌদি আরব bbox=[1255, 1080, 1535, 1103]
